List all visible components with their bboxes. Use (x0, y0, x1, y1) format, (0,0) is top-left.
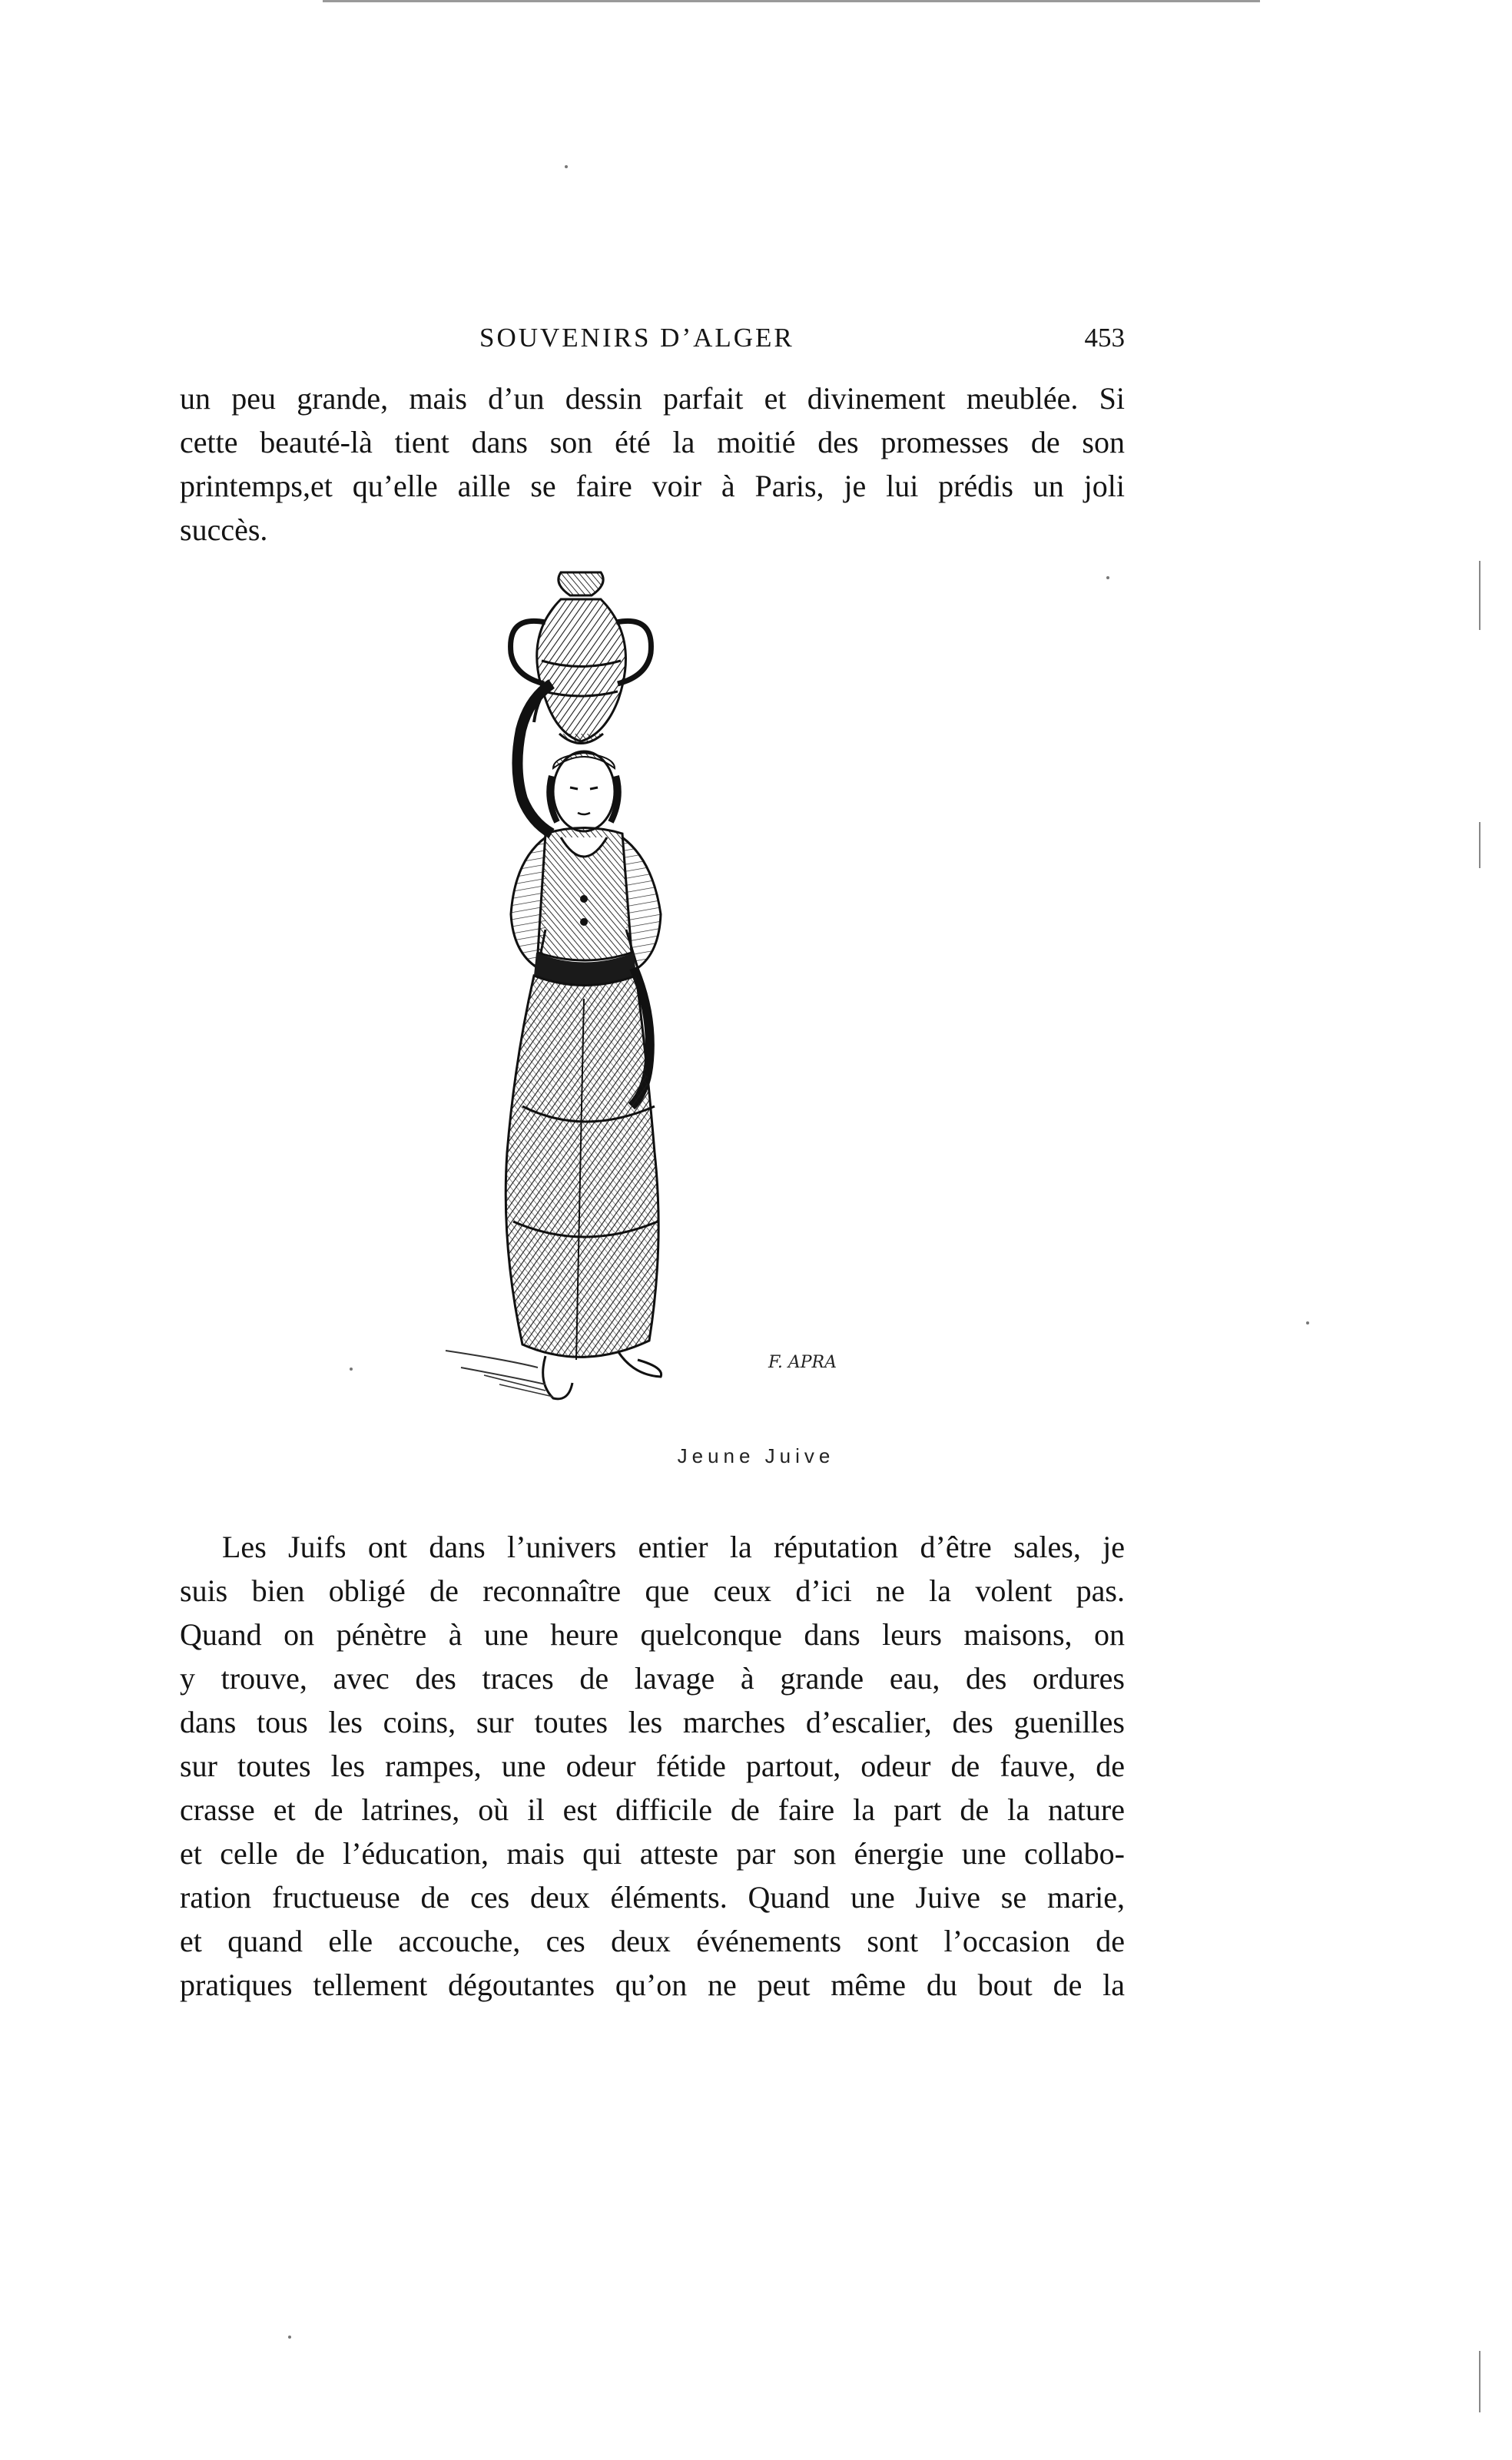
text-line: cette beauté-là tient dans son été la moitié des promesses de son (180, 425, 1125, 459)
text-line: ration fructueuse de ces deux éléments. Quand une Juive se marie, (180, 1880, 1125, 1915)
text-line: un peu grande, mais d’un dessin parfait et divinement meublée. Si (180, 381, 1125, 416)
text-line: printemps,et qu’elle aille se faire voir à Paris, je lui prédis un joli (180, 469, 1125, 503)
page-header (180, 323, 1125, 361)
scan-speck (350, 1368, 353, 1371)
raised-arm (517, 684, 552, 834)
figure-caption: Jeune Juive (677, 1444, 835, 1467)
scan-speck (1106, 576, 1109, 579)
text-line: pratiques tellement dégoutantes qu’on ne peut même du bout de la (180, 1968, 1125, 2002)
scan-speck (565, 165, 568, 168)
text-line: y trouve, avec des traces de lavage à grande eau, des ordures (180, 1661, 1125, 1696)
text-line: dans tous les coins, sur toutes les marches d’escalier, des guenilles (180, 1705, 1125, 1739)
feet-and-ground (446, 1351, 662, 1399)
text-line: et celle de l’éducation, mais qui atteste par son énergie une collabo- (180, 1836, 1125, 1871)
text-line: crasse et de latrines, où il est difficile de faire la part de la nature (180, 1792, 1125, 1827)
scan-edge-mark (1479, 2351, 1480, 2412)
scan-speck (1306, 1321, 1309, 1324)
head (549, 751, 618, 831)
page-number: 453 (1084, 323, 1125, 353)
bodice (511, 828, 661, 986)
text-line: sur toutes les rampes, une odeur fétide partout, odeur de fauve, de (180, 1749, 1125, 1783)
water-jar (511, 572, 652, 744)
skirt (506, 976, 658, 1360)
paragraph-continued (180, 376, 1125, 552)
text-line: Quand on pénètre à une heure quelconque dans leurs maisons, on (180, 1617, 1125, 1652)
artist-signature: F. APRA (768, 1353, 837, 1372)
text-line: succès. (180, 512, 268, 547)
scan-border-line (323, 0, 1260, 2)
illustration-jeune-juive (430, 569, 907, 1460)
engraving-drawing (430, 569, 907, 1460)
scan-speck (288, 2336, 291, 2339)
scan-edge-mark (1479, 561, 1480, 630)
paragraph-main (180, 1525, 1125, 2007)
scan-edge-mark (1479, 822, 1480, 868)
text-line: et quand elle accouche, ces deux événements sont l’occasion de (180, 1924, 1125, 1958)
running-head: SOUVENIRS D’ALGER (479, 323, 794, 353)
text-line: suis bien obligé de reconnaître que ceux d’ici ne la volent pas. (180, 1573, 1125, 1608)
text-line: Les Juifs ont dans l’univers entier la réputation d’être sales, je (222, 1530, 1125, 1564)
